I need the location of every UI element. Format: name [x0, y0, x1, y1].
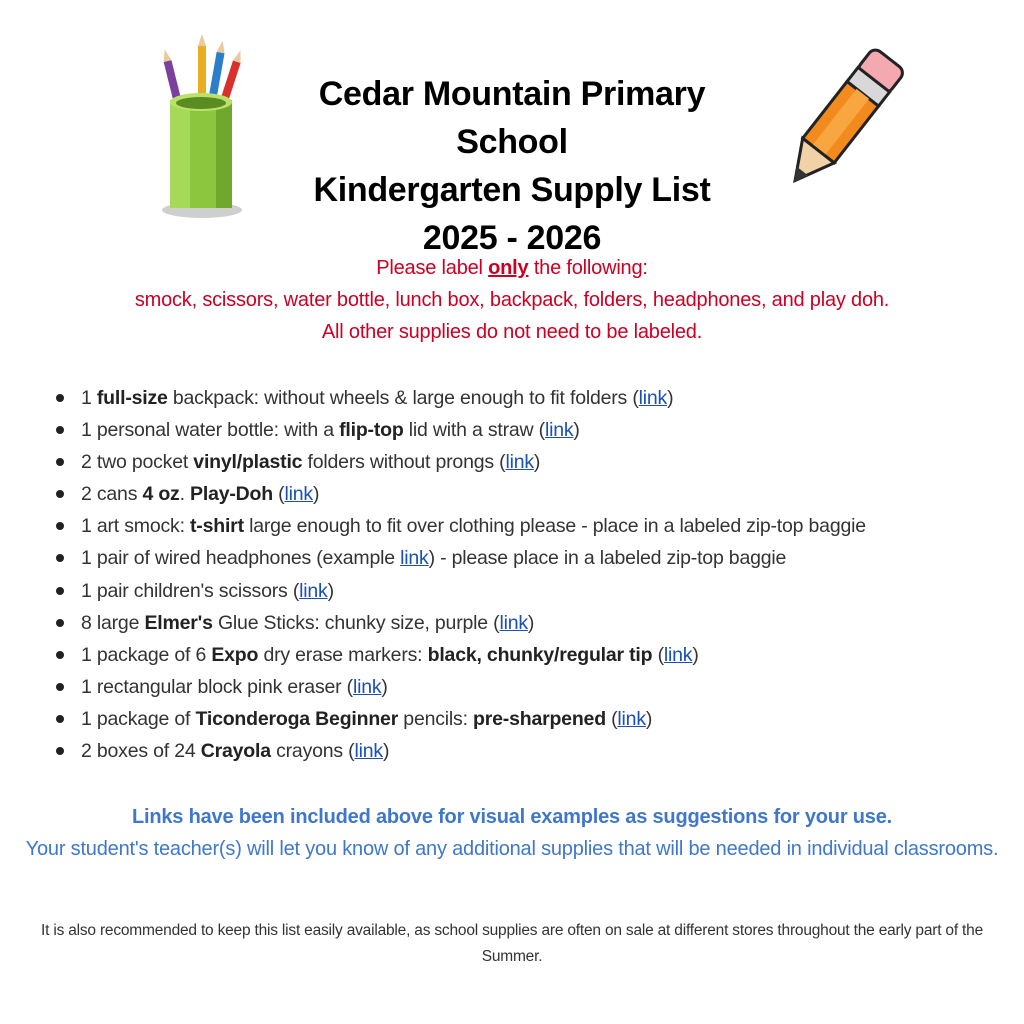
supply-item-link[interactable]: link	[663, 643, 693, 666]
supply-item	[52, 671, 992, 703]
supply-item-emphasis: Play-Doh	[190, 483, 273, 506]
supply-item-text: )	[533, 451, 541, 474]
supply-item-text: 2 cans	[81, 483, 143, 506]
supply-item-text: pencils:	[398, 707, 474, 730]
supply-item-text: 1 pair children's scissors (	[81, 579, 300, 602]
supply-item-link[interactable]: link	[544, 419, 574, 442]
supply-item	[52, 639, 992, 671]
supply-item-emphasis: vinyl/plastic	[193, 451, 303, 474]
supply-item-text: 1 package of	[81, 707, 196, 730]
supply-item-text: backpack: without wheels & large enough to fit folders (	[167, 387, 639, 409]
supply-item-emphasis: black, chunky/regular tip	[427, 643, 653, 666]
supply-item-text: 1	[81, 387, 97, 409]
supply-item-emphasis: Crayola	[200, 740, 271, 763]
bullet-icon	[56, 490, 64, 498]
supply-item-text: Glue Sticks: chunky size, purple (	[212, 611, 500, 634]
bullet-icon	[56, 394, 64, 402]
supply-item-text: 1 rectangular block pink eraser (	[81, 675, 353, 698]
supply-item-text: 8 large	[81, 611, 145, 634]
label-instructions	[0, 252, 1024, 348]
supply-item-link[interactable]: link	[354, 740, 383, 763]
label-suffix: the following:	[528, 257, 648, 279]
supply-item-text: (	[652, 643, 664, 666]
supply-item	[52, 607, 992, 639]
footer-note: It is also recommended to keep this list easily available, as school supplies are often on sale at different stores throughout the early part of the Summer.	[41, 922, 983, 965]
title-school: Cedar Mountain Primary School	[318, 75, 706, 161]
supply-item-link[interactable]: link	[638, 387, 668, 409]
bullet-icon	[56, 651, 64, 659]
supply-item-emphasis: full-size	[96, 387, 168, 409]
supply-item	[52, 382, 992, 414]
supply-item-text: large enough to fit over clothing please - place in a labeled zip-top baggie	[243, 515, 866, 538]
pencil-icon	[770, 38, 910, 208]
supply-item-text: 1 pair of wired headphones (example	[81, 547, 401, 570]
supply-item-text: ) - please place in a labeled zip-top baggie	[428, 547, 787, 570]
label-prefix: Please label	[376, 257, 489, 279]
supply-item-emphasis: pre-sharpened	[473, 707, 606, 730]
supply-item-text: lid with a straw (	[403, 419, 545, 442]
supply-item-emphasis: 4 oz	[142, 483, 180, 506]
supply-item-text: 1 personal water bottle: with a	[81, 419, 340, 442]
page-header	[0, 0, 1024, 257]
title-list: Kindergarten Supply List	[313, 171, 711, 209]
supply-item	[52, 735, 992, 767]
supply-item-emphasis: t-shirt	[190, 515, 244, 538]
supply-item-text: dry erase markers:	[258, 643, 428, 666]
supply-item-text: (	[605, 707, 618, 730]
supply-item	[52, 510, 992, 542]
bullet-icon	[56, 683, 64, 691]
bullet-icon	[56, 554, 64, 562]
supply-item-link[interactable]: link	[400, 547, 429, 570]
supply-item-emphasis: Elmer's	[144, 611, 213, 634]
title-year: 2025 - 2026	[422, 219, 602, 257]
label-only-emphasis: only	[488, 257, 529, 279]
supply-item-link[interactable]: link	[284, 483, 313, 506]
supply-item-link[interactable]: link	[499, 611, 528, 634]
supply-list	[52, 382, 992, 767]
supply-item-text: )	[312, 483, 320, 506]
supply-item-text: 1 package of 6	[81, 643, 212, 666]
bullet-icon	[56, 619, 64, 627]
supply-item-text: 2 two pocket	[81, 451, 194, 474]
supply-item-link[interactable]: link	[617, 707, 646, 730]
supply-item-link[interactable]: link	[505, 451, 534, 474]
bullet-icon	[56, 458, 64, 466]
bullet-icon	[56, 426, 64, 434]
supply-item-text: .	[179, 483, 191, 506]
supply-item-text: )	[527, 611, 535, 634]
supply-item-link[interactable]: link	[352, 675, 382, 698]
bullet-icon	[56, 715, 64, 723]
supply-item	[52, 542, 992, 574]
bullet-icon	[56, 587, 64, 595]
supply-item-text: folders without prongs (	[302, 451, 506, 474]
supply-item-text: 2 boxes of 24	[81, 740, 201, 763]
links-note	[0, 801, 1024, 865]
supply-item-text: )	[645, 707, 653, 730]
supply-item-text: 1 art smock:	[81, 515, 191, 538]
supply-item-emphasis: Expo	[211, 643, 259, 666]
supply-item	[52, 478, 992, 510]
label-other-line: All other supplies do not need to be labeled.	[321, 321, 703, 343]
label-instruction-line	[0, 252, 1024, 284]
links-note-bold: Links have been included above for visual examples as suggestions for your use.	[131, 806, 892, 828]
supply-item-emphasis: flip-top	[339, 419, 404, 442]
supply-item-text: (	[272, 483, 285, 506]
supply-item-link[interactable]: link	[299, 579, 328, 602]
label-items-line: smock, scissors, water bottle, lunch box, backpack, folders, headphones, and play doh.	[134, 289, 890, 311]
pencil-cup-icon	[150, 30, 260, 220]
supply-item	[52, 446, 992, 478]
page-title	[262, 70, 762, 262]
bullet-icon	[56, 522, 64, 530]
supply-item	[52, 703, 992, 735]
supply-item-text: )	[692, 643, 699, 666]
supply-item-text: crayons (	[270, 740, 355, 763]
links-note-plain: Your student's teacher(s) will let you know of any additional supplies that will be needed in individual classrooms.	[25, 838, 999, 860]
supply-item	[52, 414, 992, 446]
bullet-icon	[56, 747, 64, 755]
supply-item-text: )	[327, 579, 334, 602]
supply-item-text: )	[382, 740, 390, 763]
supply-item-text: )	[381, 675, 388, 698]
supply-item-emphasis: Ticonderoga Beginner	[195, 707, 399, 730]
supply-item-text: )	[573, 419, 580, 442]
supply-item-text: )	[667, 387, 674, 409]
supply-item	[52, 575, 992, 607]
